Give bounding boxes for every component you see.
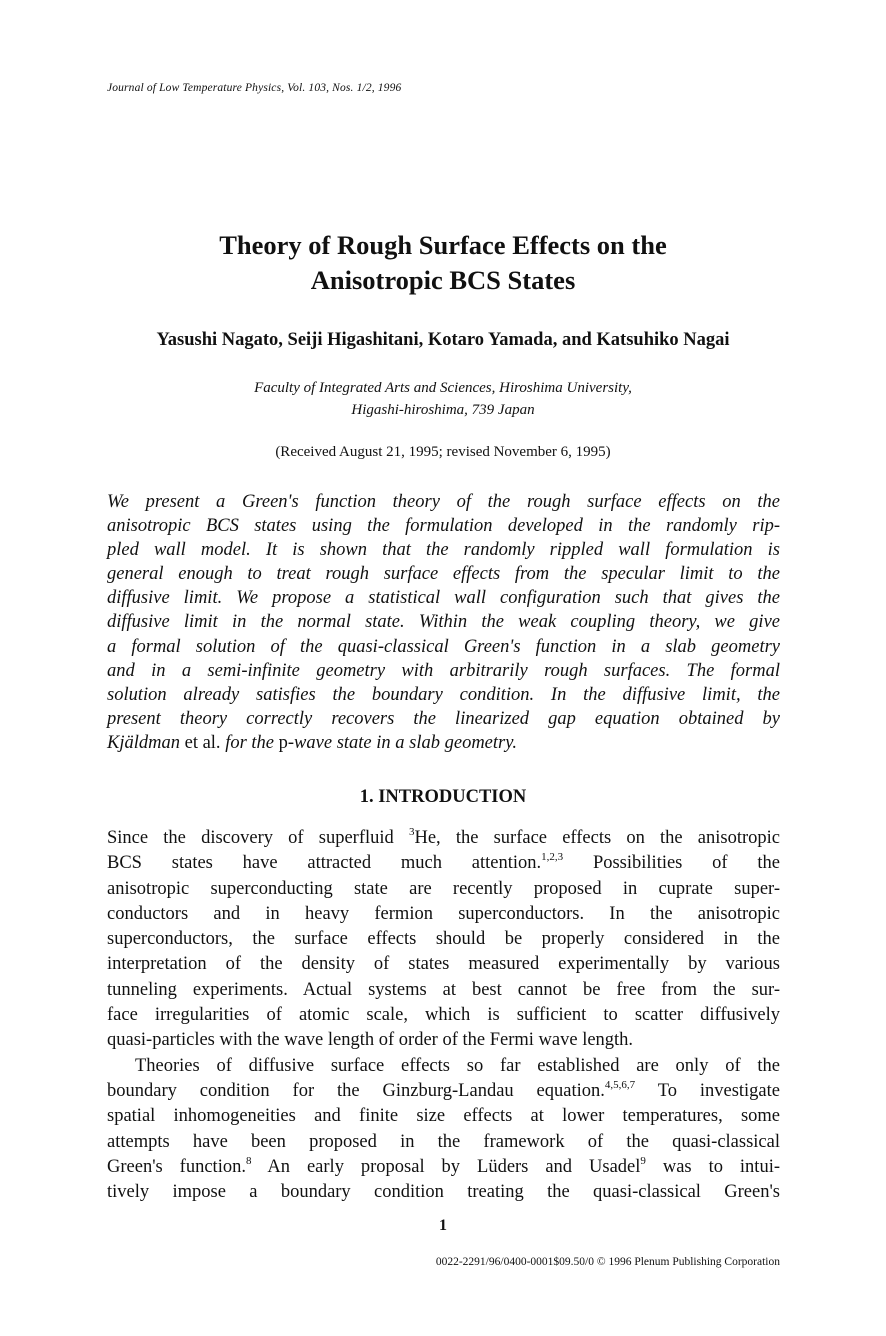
abstract-text: -wave state in a slab geometry.	[287, 732, 518, 753]
abstract-et-al: et al.	[184, 732, 221, 753]
abstract-line: present theory correctly recovers the linearized gap equation obtained by	[107, 708, 780, 729]
abstract-line: We present a Green's function theory of the rough surface effects on the	[107, 492, 780, 512]
text-run: boundary condition for the Ginzburg-Landau equation.	[107, 1080, 605, 1101]
affiliation	[0, 377, 886, 421]
affiliation-line-2: Higashi-hiroshima, 739 Japan	[351, 402, 535, 418]
section-heading: 1. INTRODUCTION	[359, 787, 527, 807]
body-line: conductors and in heavy fermion superconductors. In the anisotropic	[107, 903, 780, 924]
received-dates: (Received August 21, 1995; revised November 6, 1995)	[275, 444, 611, 460]
body-line	[107, 1155, 780, 1180]
abstract-line: and in a semi-infinite geometry with arbitrarily rough surfaces. The formal	[107, 660, 780, 681]
body-line: tunneling experiments. Actual systems at best cannot be free from the sur-	[107, 979, 780, 1000]
text-run: He, the surface effects on the anisotropic	[414, 828, 781, 848]
body-line: spatial inhomogeneities and finite size effects at lower temperatures, some	[107, 1106, 780, 1127]
abstract-line: pled wall model. It is shown that the randomly rippled wall formulation is	[107, 540, 780, 561]
body-text	[107, 826, 780, 1205]
body-line: attempts have been proposed in the framework of the quasi-classical	[107, 1131, 780, 1152]
body-line	[107, 851, 780, 876]
title-line-2: Anisotropic BCS States	[310, 265, 576, 295]
page-number: 1	[439, 1217, 447, 1234]
body-line: face irregularities of atomic scale, which is sufficient to scatter diffusively	[107, 1005, 780, 1026]
paper-title	[0, 228, 886, 298]
copyright-footer: 0022-2291/96/0400-0001$09.50/0 © 1996 Plenum Publishing Corporation	[435, 1256, 780, 1268]
text-run: was to intui-	[645, 1156, 780, 1177]
citation-superscript: 8	[245, 1154, 252, 1167]
abstract-p-symbol: p	[278, 732, 288, 753]
text-run: Green's function.	[107, 1156, 246, 1177]
abstract-line: solution already satisfies the boundary condition. In the diffusive limit, the	[107, 684, 780, 705]
abstract-line: diffusive limit in the normal state. Within the weak coupling theory, we give	[107, 612, 780, 633]
affiliation-line-1: Faculty of Integrated Arts and Sciences, Hiroshima University,	[254, 380, 632, 396]
body-line	[107, 1079, 780, 1104]
abstract-line: a formal solution of the quasi-classical Green's function in a slab geometry	[107, 636, 780, 657]
abstract-line: general enough to treat rough surface effects from the specular limit to the	[107, 564, 780, 585]
text-run: Possibilities of the	[563, 853, 780, 874]
citation-superscript: 1,2,3	[541, 851, 564, 864]
abstract-cited-author: Kjäldman	[107, 732, 180, 753]
body-line: quasi-particles with the wave length of order of the Fermi wave length.	[107, 1030, 634, 1051]
abstract-line: anisotropic BCS states using the formulation developed in the randomly rip-	[107, 516, 780, 537]
superscript: 3	[408, 826, 415, 838]
citation-superscript: 9	[640, 1154, 646, 1167]
author-list: Yasushi Nagato, Seiji Higashitani, Kotaro Yamada, and Katsuhiko Nagai	[156, 330, 730, 350]
body-line: tively impose a boundary condition treating the quasi-classical Green's	[107, 1182, 780, 1203]
abstract-line: diffusive limit. We propose a statistical wall configuration such that gives the	[107, 588, 780, 609]
abstract-last-line	[107, 731, 780, 755]
abstract	[107, 490, 780, 755]
text-run: An early proposal by Lüders and Usadel	[251, 1156, 641, 1177]
title-line-1: Theory of Rough Surface Effects on the	[219, 230, 667, 260]
citation-superscript: 4,5,6,7	[604, 1078, 636, 1091]
body-line: superconductors, the surface effects should be properly considered in the	[107, 929, 780, 950]
abstract-text: for the	[225, 732, 275, 753]
body-line: anisotropic superconducting state are recently proposed in cuprate super-	[107, 878, 780, 899]
body-line: Theories of diffusive surface effects so far established are only of the	[135, 1055, 780, 1076]
text-run: Since the discovery of superfluid	[107, 828, 409, 848]
journal-header: Journal of Low Temperature Physics, Vol. 103, Nos. 1/2, 1996	[107, 82, 402, 94]
text-run: BCS states have attracted much attention.	[107, 853, 542, 874]
body-line: interpretation of the density of states measured experimentally by various	[107, 954, 780, 975]
body-line	[107, 826, 780, 851]
text-run: To investigate	[635, 1080, 780, 1101]
